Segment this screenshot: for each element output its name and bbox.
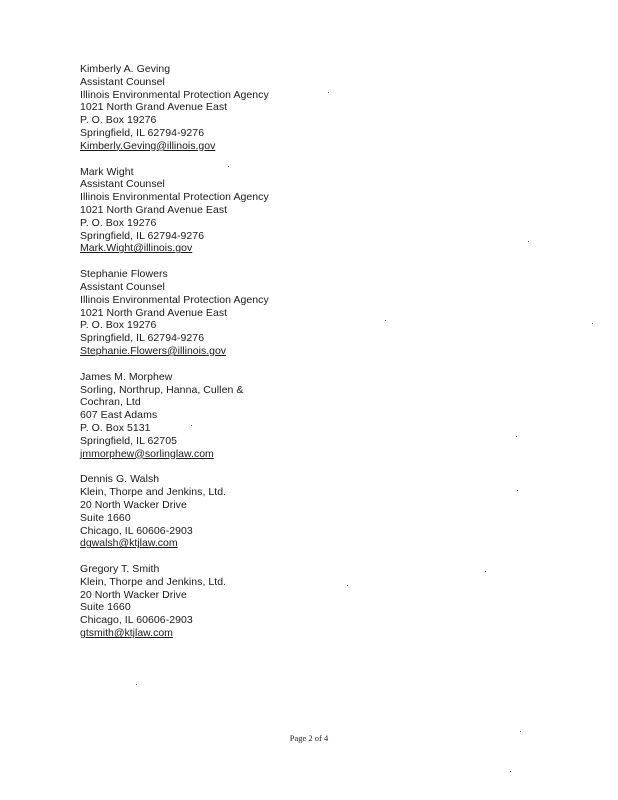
contact-email-link[interactable]: dgwalsh@ktjlaw.com [80,537,178,550]
contact-organization-cont: Cochran, Ltd [80,396,141,409]
contact-city: Chicago, IL 60606-2903 [80,614,193,627]
contact-po-box: P. O. Box 5131 [80,421,151,434]
scan-speck [510,771,511,772]
scan-speck [328,92,329,93]
contact-email-link[interactable]: Mark.Wight@illinois.gov [80,242,193,255]
contact-city: Springfield, IL 62794-9276 [80,332,205,345]
contact-email-link[interactable]: Kimberly.Geving@illinois.gov [80,139,216,152]
contact-block [80,563,440,640]
scan-speck [385,320,386,321]
contact-organization: Illinois Environmental Protection Agency [80,88,269,101]
scan-speck [528,241,529,242]
contact-organization: Illinois Environmental Protection Agency [80,191,269,204]
contact-name: Kimberly A. Geving [80,63,171,75]
scan-speck [517,490,518,491]
contact-name: James M. Morphew [80,370,173,383]
contact-name: Mark Wight [80,165,134,178]
contact-title: Assistant Counsel [80,178,165,191]
contact-email-link[interactable]: gtsmith@ktjlaw.com [80,627,173,640]
contact-street: 607 East Adams [80,409,158,422]
contact-po-box: P. O. Box 19276 [80,114,157,127]
scan-speck [516,436,517,437]
contact-city: Chicago, IL 60606-2903 [80,524,193,537]
contact-city: Springfield, IL 62794-9276 [80,126,205,139]
contact-po-box: P. O. Box 19276 [80,216,157,229]
contact-email-link[interactable]: jmmorphew@sorlinglaw.com [80,447,214,460]
contact-name: Stephanie Flowers [80,268,168,281]
contact-name: Dennis G. Walsh [80,473,160,486]
contact-po-box: P. O. Box 19276 [80,319,157,332]
contact-title: Assistant Counsel [80,280,165,293]
contact-street: 1021 North Grand Avenue East [80,306,228,319]
contact-block [80,166,440,256]
service-list [80,63,440,653]
scan-speck [191,425,192,426]
contact-block [80,473,440,550]
contact-city: Springfield, IL 62705 [80,434,177,447]
contact-email-link[interactable]: Stephanie.Flowers@illinois.gov [80,344,227,357]
contact-organization: Illinois Environmental Protection Agency [80,293,269,306]
scan-speck [347,585,348,586]
contact-city: Springfield, IL 62794-9276 [80,229,205,242]
contact-street: 20 North Wacker Drive [80,498,187,511]
contact-street: 20 North Wacker Drive [80,588,187,601]
contact-block [80,63,440,153]
scan-speck [592,323,593,324]
page-number: Page 2 of 4 [289,733,329,743]
contact-organization: Klein, Thorpe and Jenkins, Ltd. [80,486,227,499]
contact-block [80,268,440,358]
contact-suite: Suite 1660 [80,601,131,614]
scan-speck [136,684,137,685]
contact-street: 1021 North Grand Avenue East [80,101,228,114]
contact-name: Gregory T. Smith [80,563,160,576]
contact-suite: Suite 1660 [80,511,131,524]
contact-block [80,371,440,461]
scan-speck [485,571,486,572]
contact-organization: Sorling, Northrup, Hanna, Cullen & [80,383,244,396]
contact-title: Assistant Counsel [80,75,165,88]
scan-speck [228,166,229,167]
scan-speck [520,731,521,732]
contact-organization: Klein, Thorpe and Jenkins, Ltd. [80,575,227,588]
contact-street: 1021 North Grand Avenue East [80,203,228,216]
